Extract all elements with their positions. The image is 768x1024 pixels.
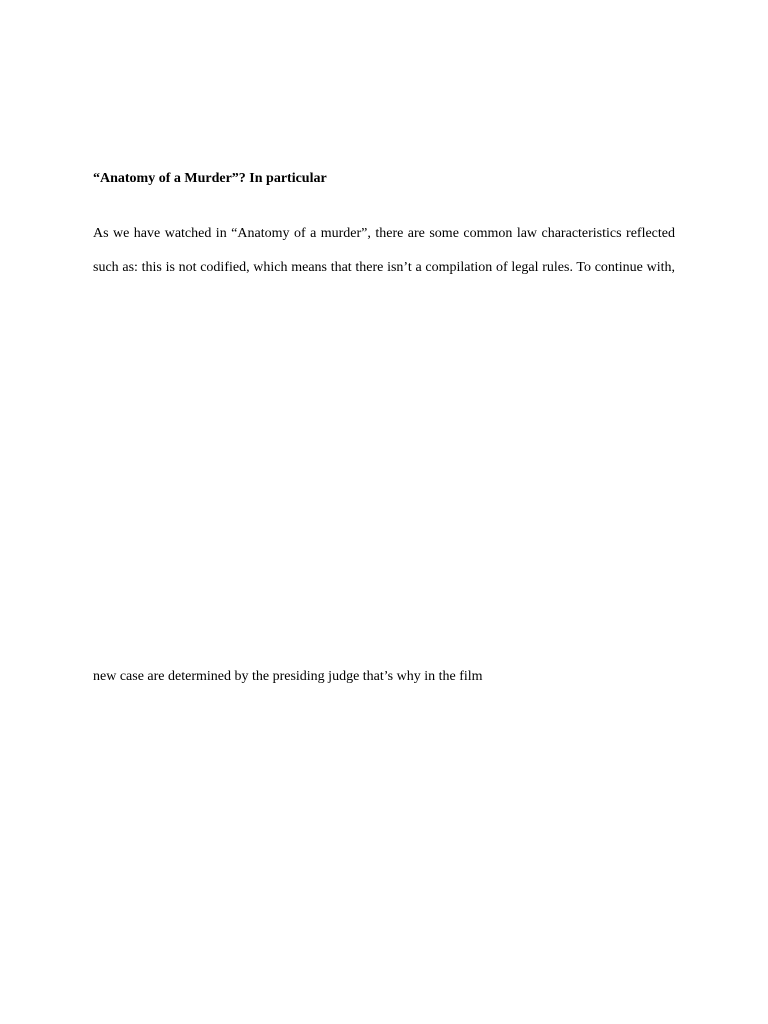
body-text-line: such as: this is not codified, which means that there isn’t a compilation of legal rules. To continue with, bbox=[93, 260, 675, 275]
section-heading: “Anatomy of a Murder”? In particular bbox=[93, 171, 327, 186]
body-text-line: As we have watched in “Anatomy of a murder”, there are some common law characteristics reflected bbox=[93, 226, 675, 241]
body-text-line: new case are determined by the presiding judge that’s why in the film bbox=[93, 669, 483, 684]
